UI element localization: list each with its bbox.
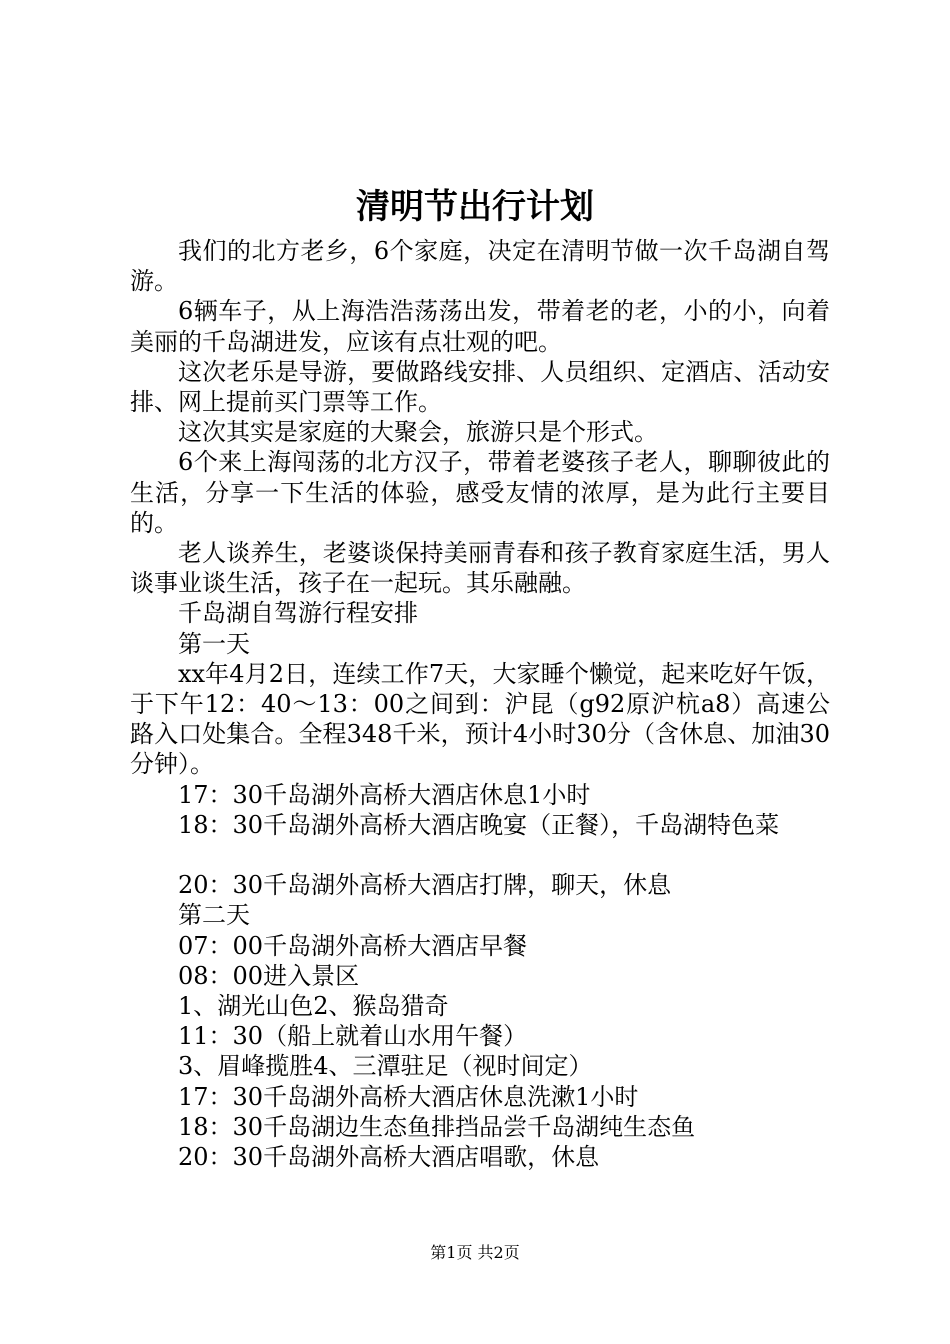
paragraph: 我们的北方老乡，6个家庭，决定在清明节做一次千岛湖自驾游。 bbox=[130, 237, 830, 296]
schedule-item: 3、眉峰揽胜4、三潭驻足（视时间定） bbox=[178, 1052, 593, 1081]
paragraph: 老人谈养生，老婆谈保持美丽青春和孩子教育家庭生活，男人谈事业谈生活，孩子在一起玩。其乐融融。 bbox=[130, 539, 830, 598]
schedule-item: 17：30千岛湖外高桥大酒店休息洗漱1小时 bbox=[178, 1082, 639, 1111]
day-label: 第二天 bbox=[178, 901, 250, 930]
blank-line bbox=[130, 840, 830, 870]
schedule-item: 18：30千岛湖边生态鱼排挡品尝千岛湖纯生态鱼 bbox=[178, 1112, 696, 1141]
paragraph: 这次老乐是导游，要做路线安排、人员组织、定酒店、活动安排、网上提前买门票等工作。 bbox=[130, 357, 830, 417]
day-intro: xx年4月2日，连续工作7天，大家睡个懒觉，起来吃好午饭，于下午12：40～13：00之间到：沪昆（g92原沪杭a8）高速公路入口处集合。全程348千米，预计4小时30分（含休息、加油30分钟）。 bbox=[130, 659, 830, 779]
document-title: 清明节出行计划 bbox=[356, 187, 594, 227]
page-footer: 第1页 共2页 bbox=[430, 1243, 520, 1262]
schedule-item: 11：30（船上就着山水用午餐） bbox=[178, 1022, 528, 1051]
schedule-item: 20：30千岛湖外高桥大酒店唱歌，休息 bbox=[178, 1143, 600, 1172]
schedule-item: 07：00千岛湖外高桥大酒店早餐 bbox=[178, 931, 528, 960]
itinerary-heading: 千岛湖自驾游行程安排 bbox=[178, 599, 418, 628]
schedule-item: 20：30千岛湖外高桥大酒店打牌，聊天，休息 bbox=[178, 871, 672, 900]
day-label: 第一天 bbox=[178, 629, 250, 658]
paragraph: 6个来上海闯荡的北方汉子，带着老婆孩子老人，聊聊彼此的生活，分享一下生活的体验，感受友情的浓厚，是为此行主要目的。 bbox=[130, 448, 830, 537]
paragraph: 这次其实是家庭的大聚会，旅游只是个形式。 bbox=[178, 418, 658, 447]
schedule-item: 18：30千岛湖外高桥大酒店晚宴（正餐），千岛湖特色菜 bbox=[178, 810, 780, 839]
document-body bbox=[130, 236, 830, 1172]
paragraph: 6辆车子，从上海浩浩荡荡出发，带着老的老，小的小，向着美丽的千岛湖进发，应该有点壮观的吧。 bbox=[130, 297, 830, 356]
schedule-item: 1、湖光山色2、猴岛猎奇 bbox=[178, 992, 449, 1021]
schedule-item: 17：30千岛湖外高桥大酒店休息1小时 bbox=[178, 780, 591, 809]
schedule-item: 08：00进入景区 bbox=[178, 961, 360, 990]
